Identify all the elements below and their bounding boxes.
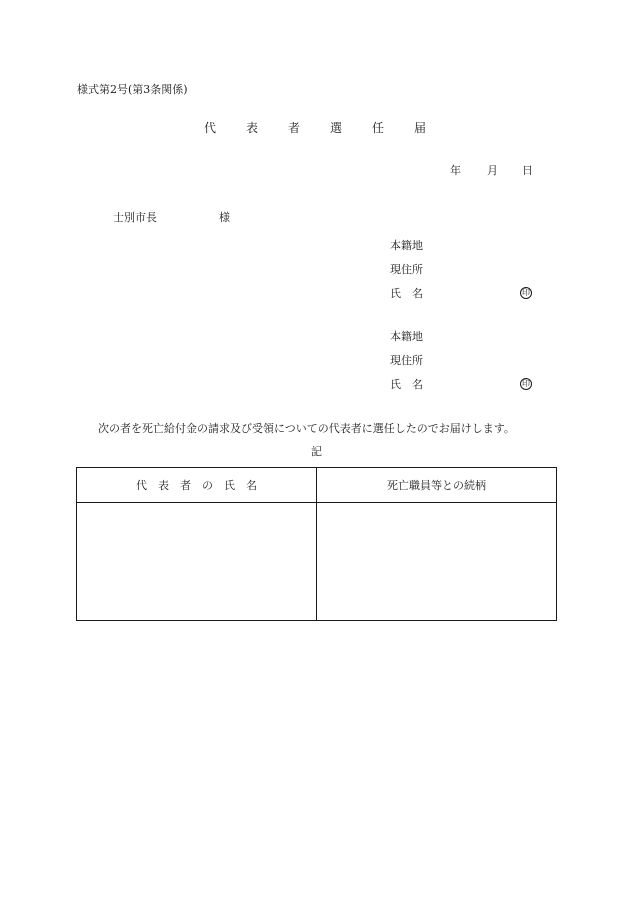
title-char: 者: [287, 121, 300, 135]
domicile-label: 本籍地: [390, 330, 423, 343]
form-number: 様式第2号(第3条関係): [77, 83, 188, 96]
title-char: 代: [203, 121, 216, 135]
address-label: 現住所: [390, 263, 423, 276]
header-relationship: 死亡職員等との続柄: [317, 468, 557, 503]
date-month-label: 月: [487, 164, 498, 177]
honorific: 様: [219, 211, 230, 224]
table-row: [77, 503, 557, 621]
name-label: 氏 名: [390, 378, 423, 391]
relationship-cell: [317, 503, 557, 621]
seal-icon: 印: [522, 379, 530, 388]
date-day-label: 日: [522, 164, 533, 177]
representative-name-cell: [77, 503, 317, 621]
address-label: 現住所: [390, 354, 423, 367]
title-char: 選: [330, 121, 343, 135]
header-representative-name: 代 表 者 の 氏 名: [77, 468, 317, 503]
title-char: 表: [245, 121, 258, 135]
seal-icon: 印: [522, 288, 530, 297]
document-title: [0, 122, 630, 134]
representative-table: [76, 467, 557, 621]
statement-text: 次の者を死亡給付金の請求及び受領についての代表者に選任したのでお届けします。: [98, 422, 515, 435]
name-label: 氏 名: [390, 287, 423, 300]
addressee: 士別市長: [113, 211, 157, 224]
record-mark: 記: [311, 445, 322, 458]
date-year-label: 年: [450, 164, 461, 177]
title-char: 任: [372, 121, 385, 135]
domicile-label: 本籍地: [390, 239, 423, 252]
title-char: 届: [414, 121, 427, 135]
